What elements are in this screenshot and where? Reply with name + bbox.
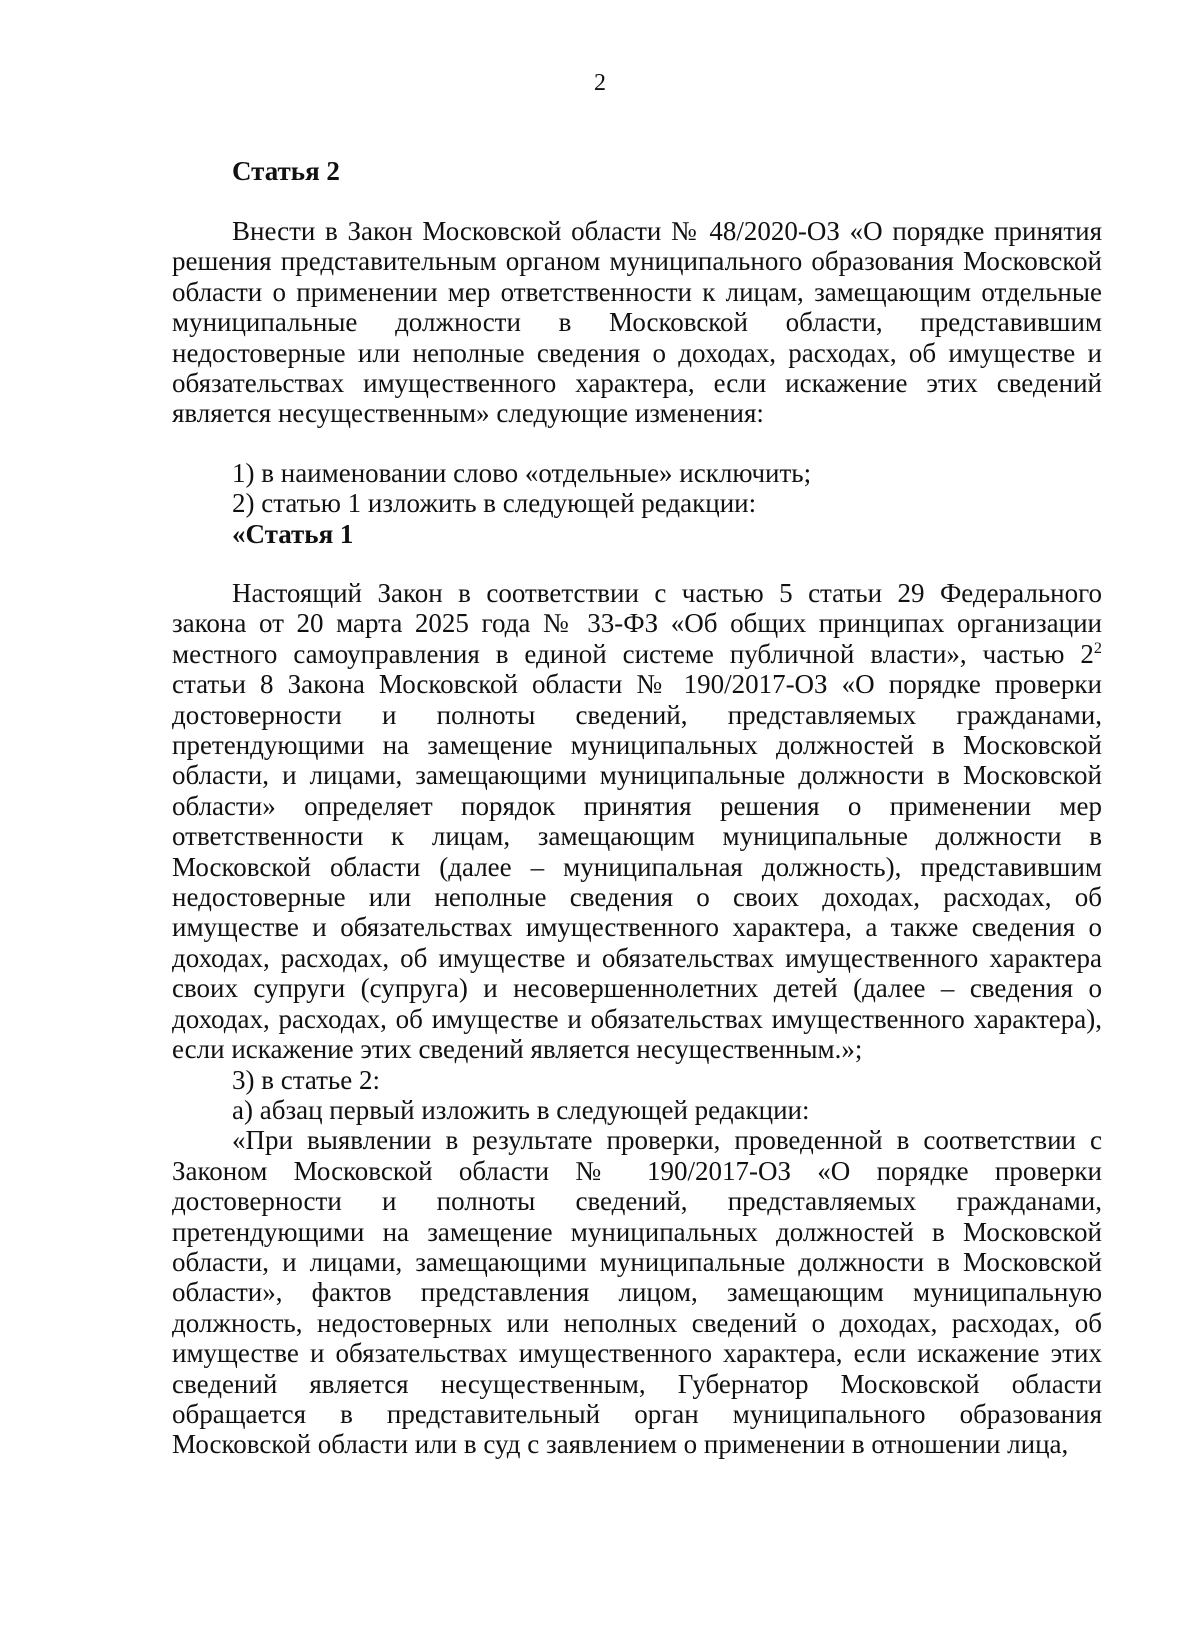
amendment-item-3: 3) в статье 2:	[232, 1064, 380, 1095]
amendment-item-2: 2) статью 1 изложить в следующей редакции:	[232, 488, 757, 519]
quoted-article-1-paragraph	[172, 578, 1102, 1065]
amendment-item-3a-quoted-paragraph: «При выявлении в результате проверки, проведенной в соответствии с Законом Московской области № 190/2017-ОЗ «О порядке проверки достоверности и полноты сведений, представляемых гражданами, претендующими на замещение муниципальных должностей в Московской области, и лицами, замещающими муниципальные должности в Московской области», фактов представления лицом, замещающим муниципальную должность, недостоверных или неполных сведений о доходах, расходах, об имуществе и обязательствах имущественного характера, если искажение этих сведений является несущественным, Губернатор Московской области обращается в представительный орган муниципального образования Московской области или в суд с заявлением о применении в отношении лица,	[172, 1125, 1102, 1460]
article-2-heading: Статья 2	[232, 156, 340, 186]
quoted-article-1-block	[172, 578, 1102, 1460]
amendment-item-1: 1) в наименовании слово «отдельные» исключить;	[232, 458, 812, 488]
quoted-article-1-text-part-2: статьи 8 Закона Московской области № 190/2017-ОЗ «О порядке проверки достоверности и полноты сведений, представляемых гражданами, претендующими на замещение муниципальных должностей в Московской области, и лицами, замещающими муниципальные должности в Московской области» определяет порядок принятия решения о применении мер ответственности к лицам, замещающим муниципальные должности в Московской области (далее – муниципальная должность), представившим недостоверные или неполные сведения о своих доходах, расходах, об имуществе и обязательствах имущественного характера, а также сведения о доходах, расходах, об имуществе и обязательствах имущественного характера своих супруги (супруга) и несовершеннолетних детей (далее – сведения о доходах, расходах, об имуществе и обязательствах имущественного характера), если искажение этих сведений является несущественным.»;	[172, 669, 1102, 1065]
page-number: 2	[594, 70, 606, 96]
superscript-index: 2	[1093, 638, 1102, 657]
amendment-item-3a: а) абзац первый изложить в следующей редакции:	[232, 1094, 810, 1125]
article-2-intro-block	[172, 216, 1102, 429]
quoted-article-1-heading: «Статья 1	[232, 518, 354, 549]
article-2-intro-paragraph: Внести в Закон Московской области № 48/2020-ОЗ «О порядке принятия решения представительным органом муниципального образования Московской области о применении мер ответственности к лицам, замещающим отдельные муниципальные должности в Московской области, представившим недостоверные или неполные сведения о доходах, расходах, об имуществе и обязательствах имущественного характера, если искажение этих сведений является несущественным» следующие изменения:	[172, 216, 1102, 429]
quoted-article-1-text-part-1: Настоящий Закон в соответствии с частью 5 статьи 29 Федерального закона от 20 марта 2025 года № 33-ФЗ «Об общих принципах организации местного самоуправления в единой системе публичной власти», частью 2	[172, 578, 1102, 669]
amendments-list	[172, 458, 1102, 549]
